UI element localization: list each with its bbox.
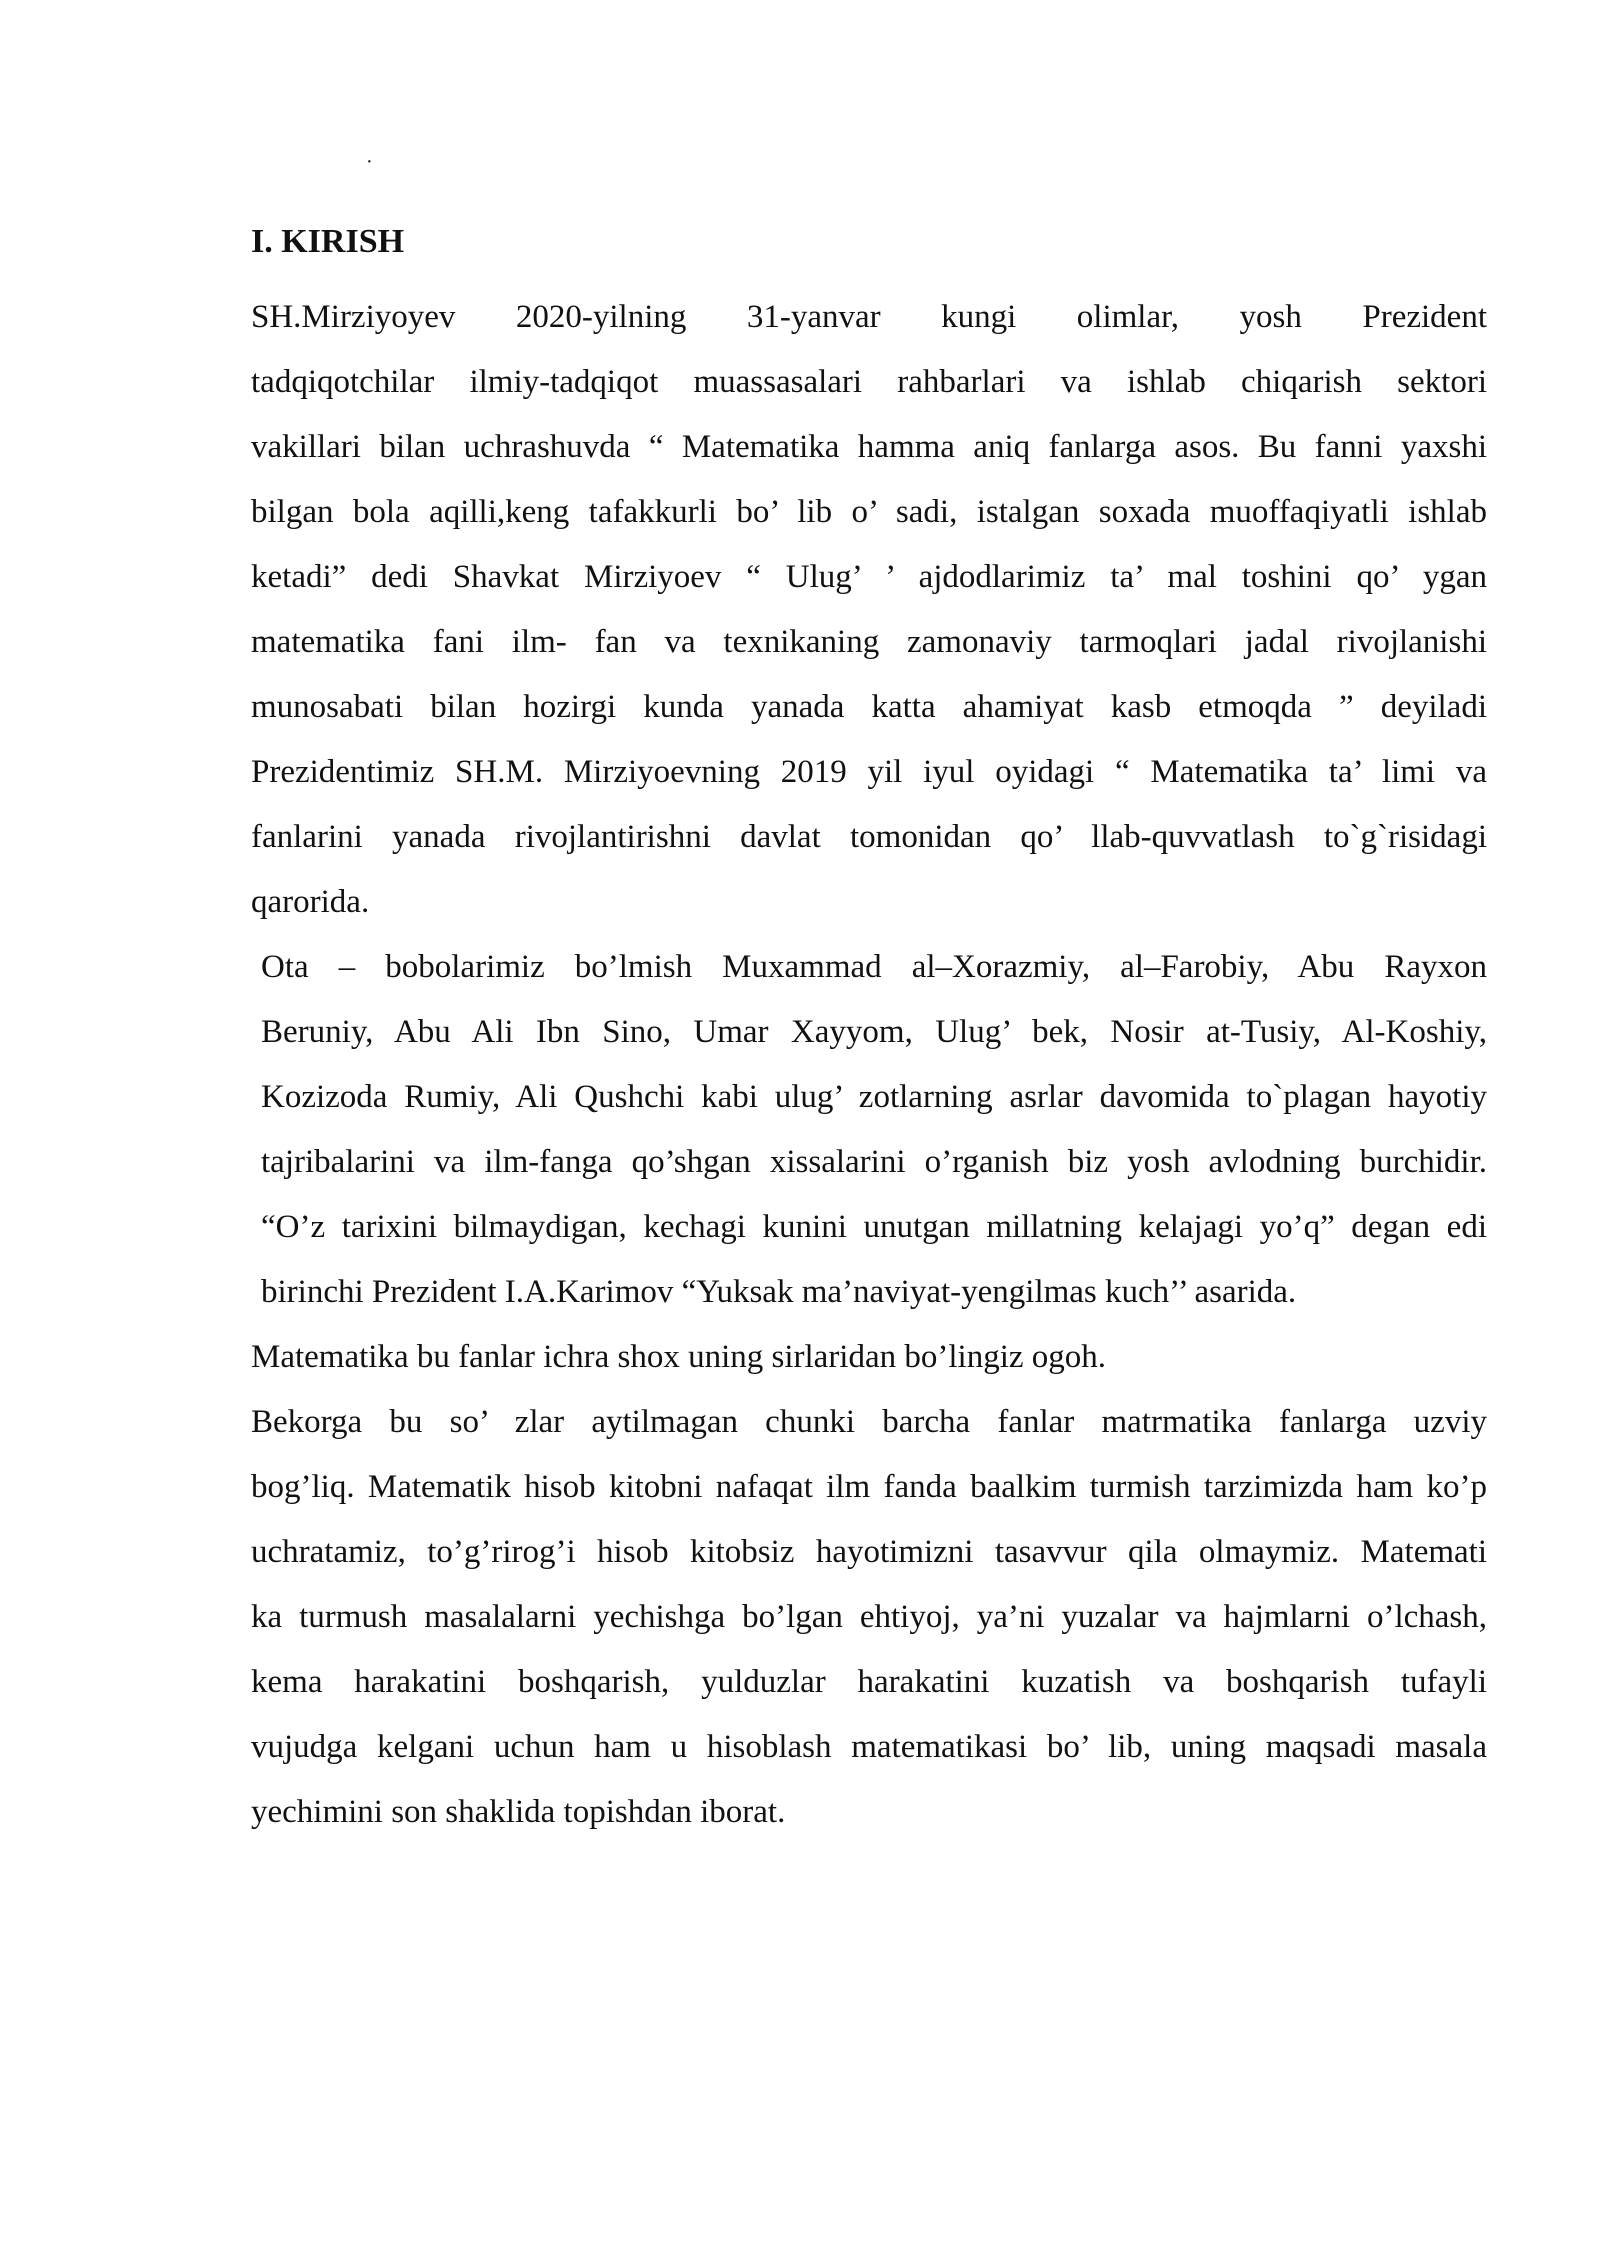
paragraph-4-line: vujudga kelgani uchun ham u hisoblash matematikasi bo’ lib, uning maqsadi masala bbox=[251, 1729, 1487, 1765]
paragraph-1-line: fanlarini yanada rivojlantirishni davlat tomonidan qo’ llab-quvvatlash to`g`risidagi bbox=[251, 819, 1487, 855]
page-marker: · bbox=[366, 151, 373, 173]
paragraph-3-line: Matematika bu fanlar ichra shox uning sirlaridan bo’lingiz ogoh. bbox=[251, 1339, 1107, 1375]
paragraph-1-line: Prezidentimiz SH.M. Mirziyoevning 2019 yil iyul oyidagi “ Matematika ta’ limi va bbox=[251, 754, 1487, 790]
paragraph-1-line: munosabati bilan hozirgi kunda yanada katta ahamiyat kasb etmoqda ” deyiladi bbox=[251, 689, 1487, 725]
paragraph-2-line: birinchi Prezident I.A.Karimov “Yuksak ma’naviyat-yengilmas kuch’’ asarida. bbox=[261, 1274, 1297, 1310]
paragraph-2-line: Beruniy, Abu Ali Ibn Sino, Umar Xayyom, Ulug’ bek, Nosir at-Tusiy, Al-Koshiy, bbox=[261, 1014, 1487, 1050]
paragraph-4-line: ka turmush masalalarni yechishga bo’lgan ehtiyoj, ya’ni yuzalar va hajmlarni o’lchash, bbox=[251, 1599, 1487, 1635]
paragraph-4 bbox=[157, 1390, 1487, 1845]
paragraph-2-line: Ota – bobolarimiz bo’lmish Muxammad al–Xorazmiy, al–Farobiy, Abu Rayxon bbox=[261, 949, 1487, 985]
section-heading: I. KIRISH bbox=[251, 223, 405, 260]
paragraph-1-line: vakillari bilan uchrashuvda “ Matematika hamma aniq fanlarga asos. Bu fanni yaxshi bbox=[251, 429, 1487, 465]
paragraph-2-line: tajribalarini va ilm-fanga qo’shgan xissalarini o’rganish biz yosh avlodning burchidir. bbox=[261, 1144, 1487, 1180]
body-text bbox=[157, 285, 1487, 1845]
paragraph-4-line: kema harakatini boshqarish, yulduzlar harakatini kuzatish va boshqarish tufayli bbox=[251, 1664, 1487, 1700]
paragraph-1-line: matematika fani ilm- fan va texnikaning zamonaviy tarmoqlari jadal rivojlanishi bbox=[251, 624, 1487, 660]
paragraph-1-line: SH.Mirziyoyev 2020-yilning 31-yanvar kungi olimlar, yosh Prezident bbox=[251, 299, 1487, 335]
paragraph-2-line: Kozizoda Rumiy, Ali Qushchi kabi ulug’ zotlarning asrlar davomida to`plagan hayotiy bbox=[261, 1079, 1487, 1115]
paragraph-3 bbox=[157, 1325, 1487, 1390]
paragraph-4-line: uchratamiz, to’g’rirog’i hisob kitobsiz hayotimizni tasavvur qila olmaymiz. Matemati bbox=[251, 1534, 1487, 1570]
paragraph-4-line: bog’liq. Matematik hisob kitobni nafaqat ilm fanda baalkim turmish tarzimizda ham ko’p bbox=[251, 1469, 1487, 1505]
paragraph-1-line: qarorida. bbox=[251, 884, 370, 920]
paragraph-1 bbox=[157, 285, 1487, 935]
paragraph-2-line: “O’z tarixini bilmaydigan, kechagi kunini unutgan millatning kelajagi yo’q” degan edi bbox=[261, 1209, 1487, 1245]
paragraph-2 bbox=[157, 935, 1487, 1325]
paragraph-1-line: ketadi” dedi Shavkat Mirziyoev “ Ulug’ ’ ajdodlarimiz ta’ mal toshini qo’ ygan bbox=[251, 559, 1487, 595]
paragraph-1-line: bilgan bola aqilli,keng tafakkurli bo’ lib o’ sadi, istalgan soxada muoffaqiyatli ishlab bbox=[251, 494, 1487, 530]
paragraph-4-line: yechimini son shaklida topishdan iborat. bbox=[251, 1794, 786, 1830]
paragraph-4-line: Bekorga bu so’ zlar aytilmagan chunki barcha fanlar matrmatika fanlarga uzviy bbox=[251, 1404, 1487, 1440]
paragraph-1-line: tadqiqotchilar ilmiy-tadqiqot muassasalari rahbarlari va ishlab chiqarish sektori bbox=[251, 364, 1487, 400]
